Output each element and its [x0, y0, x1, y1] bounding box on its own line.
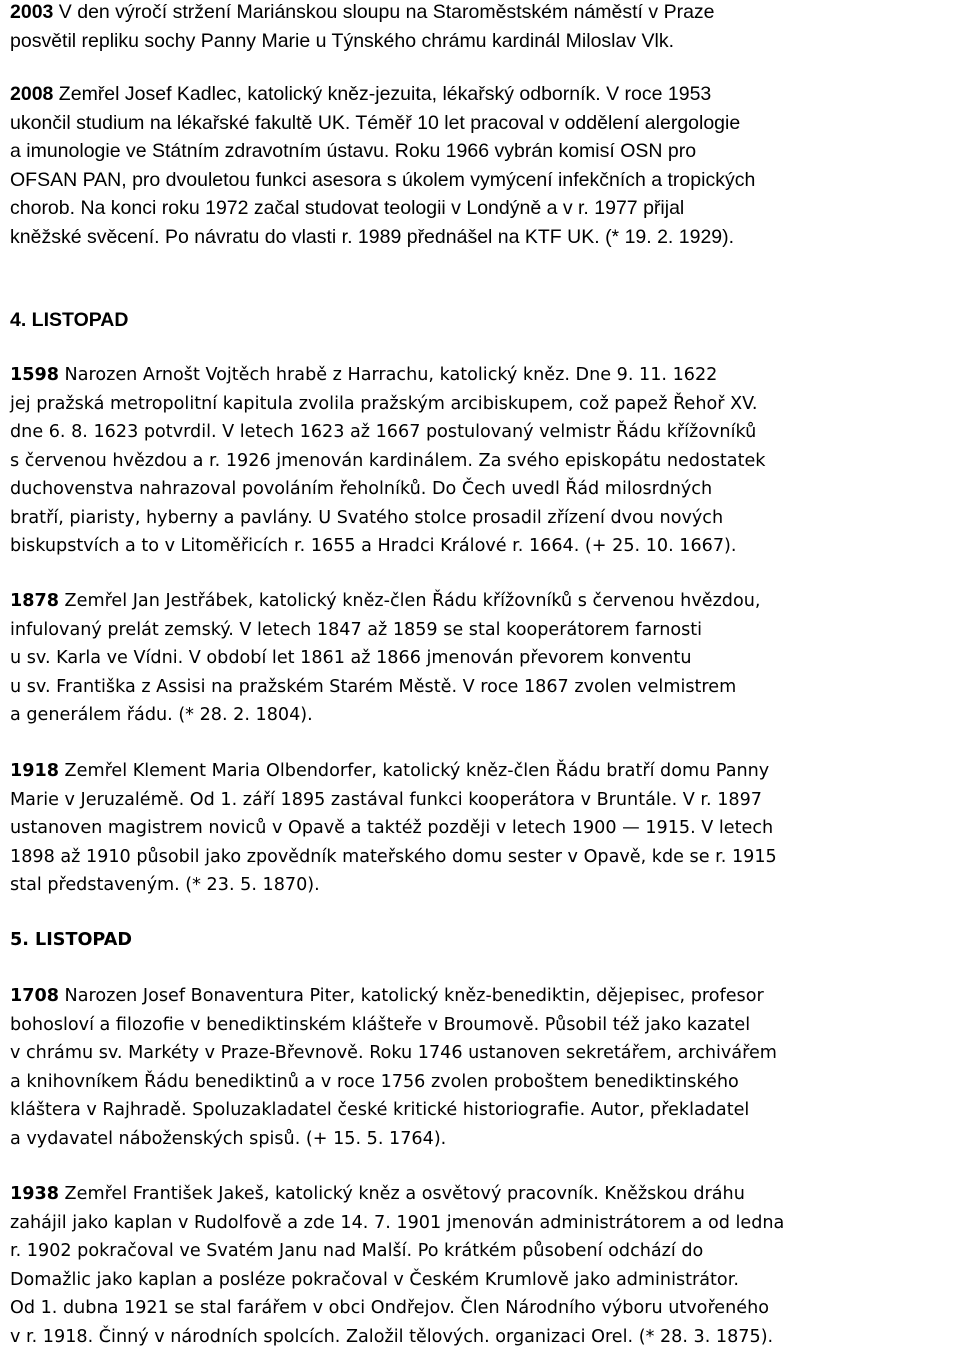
entry-line: kláštera v Rajhradě. Spoluzakladatel české kritické historiografie. Autor, překladatel [10, 1096, 777, 1125]
entry-line: r. 1902 pokračoval ve Svatém Janu nad Malší. Po krátkém působení odchází do [10, 1237, 784, 1266]
entry-line: a knihovníkem Řádu benediktinů a v roce 1756 zvolen proboštem benediktinského [10, 1068, 777, 1097]
entry-line: a generálem řádu. (* 28. 2. 1804). [10, 701, 760, 730]
entry-text: V den výročí stržení Mariánskou sloupu na Staroměstském náměstí v Praze [53, 1, 714, 23]
section-heading: 5. LISTOPAD [10, 926, 132, 955]
entry-line: dne 6. 8. 1623 potvrdil. V letech 1623 až 1667 postulovaný velmistr Řádu křížovníků [10, 418, 766, 447]
entry-line: v r. 1918. Činný v národních spolcích. Založil tělových. organizaci Orel. (* 28. 3. 1875). [10, 1323, 784, 1351]
entry-line: duchovenstva nahrazoval povoláním řeholníků. Do Čech uvedl Řád milosrdných [10, 475, 766, 504]
entry-1878 [10, 587, 760, 730]
entry-2003 [10, 0, 715, 55]
entry-text: Zemřel Klement Maria Olbendorfer, katolický kněz-člen Řádu bratří domu Panny [59, 761, 769, 781]
entry-line: bratří, piaristy, hyberny a pavlány. U Svatého stolce prosadil zřízení dvou nových [10, 504, 766, 533]
entry-line: chorob. Na konci roku 1972 začal studovat teologii v Londýně a v r. 1977 přijal [10, 194, 755, 223]
entry-line: bohosloví a filozofie v benediktinském klášteře v Broumově. Působil též jako kazatel [10, 1011, 777, 1040]
entry-line: biskupstvích a to v Litoměřicích r. 1655 a Hradci Králové r. 1664. (+ 25. 10. 1667). [10, 532, 766, 561]
entry-line: u sv. Karla ve Vídni. V období let 1861 až 1866 jmenován převorem konventu [10, 644, 760, 673]
entry-line [10, 587, 760, 616]
entry-line: Domažlic jako kaplan a posléze pokračoval v Českém Krumlově jako administrátor. [10, 1266, 784, 1295]
entry-line [10, 0, 715, 27]
entry-line: Od 1. dubna 1921 se stal farářem v obci Ondřejov. Člen Národního výboru utvořeného [10, 1294, 784, 1323]
entry-year: 1598 [10, 365, 59, 385]
entry-line: a vydavatel náboženských spisů. (+ 15. 5. 1764). [10, 1125, 777, 1154]
entry-year: 1938 [10, 1184, 59, 1204]
entry-text: Zemřel František Jakeš, katolický kněz a osvětový pracovník. Kněžskou dráhu [59, 1184, 745, 1204]
entry-line [10, 80, 755, 109]
entry-line: u sv. Františka z Assisi na pražském Starém Městě. V roce 1867 zvolen velmistrem [10, 673, 760, 702]
entry-line: posvětil repliku sochy Panny Marie u Týnského chrámu kardinál Miloslav Vlk. [10, 27, 715, 56]
entry-text: Zemřel Josef Kadlec, katolický kněz-jezuita, lékařský odborník. V roce 1953 [53, 83, 711, 105]
entry-text: Narozen Arnošt Vojtěch hrabě z Harrachu, katolický kněz. Dne 9. 11. 1622 [59, 365, 717, 385]
entry-line: a imunologie ve Státním zdravotním ústavu. Roku 1966 vybrán komisí OSN pro [10, 137, 755, 166]
entry-line: jej pražská metropolitní kapitula zvolila pražským arcibiskupem, což papež Řehoř XV. [10, 390, 766, 419]
entry-year: 1708 [10, 986, 59, 1006]
entry-text: Zemřel Jan Jestřábek, katolický kněz-člen Řádu křížovníků s červenou hvězdou, [59, 591, 761, 611]
entry-1598 [10, 361, 766, 561]
entry-year: 2003 [10, 1, 53, 23]
entry-line: infulovaný prelát zemský. V letech 1847 až 1859 se stal kooperátorem farnosti [10, 616, 760, 645]
entry-text: Narozen Josef Bonaventura Piter, katolický kněz-benediktin, dějepisec, profesor [59, 986, 764, 1006]
entry-line [10, 982, 777, 1011]
entry-line: s červenou hvězdou a r. 1926 jmenován kardinálem. Za svého episkopátu nedostatek [10, 447, 766, 476]
entry-line: zahájil jako kaplan v Rudolfově a zde 14. 7. 1901 jmenován administrátorem a od ledna [10, 1209, 784, 1238]
entry-line: ustanoven magistrem noviců v Opavě a taktéž později v letech 1900 — 1915. V letech [10, 814, 777, 843]
entry-line: Marie v Jeruzalémě. Od 1. září 1895 zastával funkci kooperátora v Bruntále. V r. 1897 [10, 786, 777, 815]
entry-line: v chrámu sv. Markéty v Praze-Břevnově. Roku 1746 ustanoven sekretářem, archivářem [10, 1039, 777, 1068]
entry-line: kněžské svěcení. Po návratu do vlasti r. 1989 přednášel na KTF UK. (* 19. 2. 1929). [10, 223, 755, 252]
entry-1918 [10, 757, 777, 900]
entry-line [10, 1180, 784, 1209]
entry-1708 [10, 982, 777, 1153]
entry-1938 [10, 1180, 784, 1351]
entry-year: 2008 [10, 83, 53, 105]
entry-line: 1898 až 1910 působil jako zpovědník mateřského domu sester v Opavě, kde se r. 1915 [10, 843, 777, 872]
entry-year: 1878 [10, 591, 59, 611]
entry-line: ukončil studium na lékařské fakultě UK. Téměř 10 let pracoval v oddělení alergologie [10, 109, 755, 138]
section-heading: 4. LISTOPAD [10, 306, 128, 335]
entry-line: stal představeným. (* 23. 5. 1870). [10, 871, 777, 900]
entry-2008 [10, 80, 755, 251]
entry-line: OFSAN PAN, pro dvouletou funkci asesora s úkolem vymýcení infekčních a tropických [10, 166, 755, 195]
entry-line [10, 361, 766, 390]
entry-line [10, 757, 777, 786]
entry-year: 1918 [10, 761, 59, 781]
